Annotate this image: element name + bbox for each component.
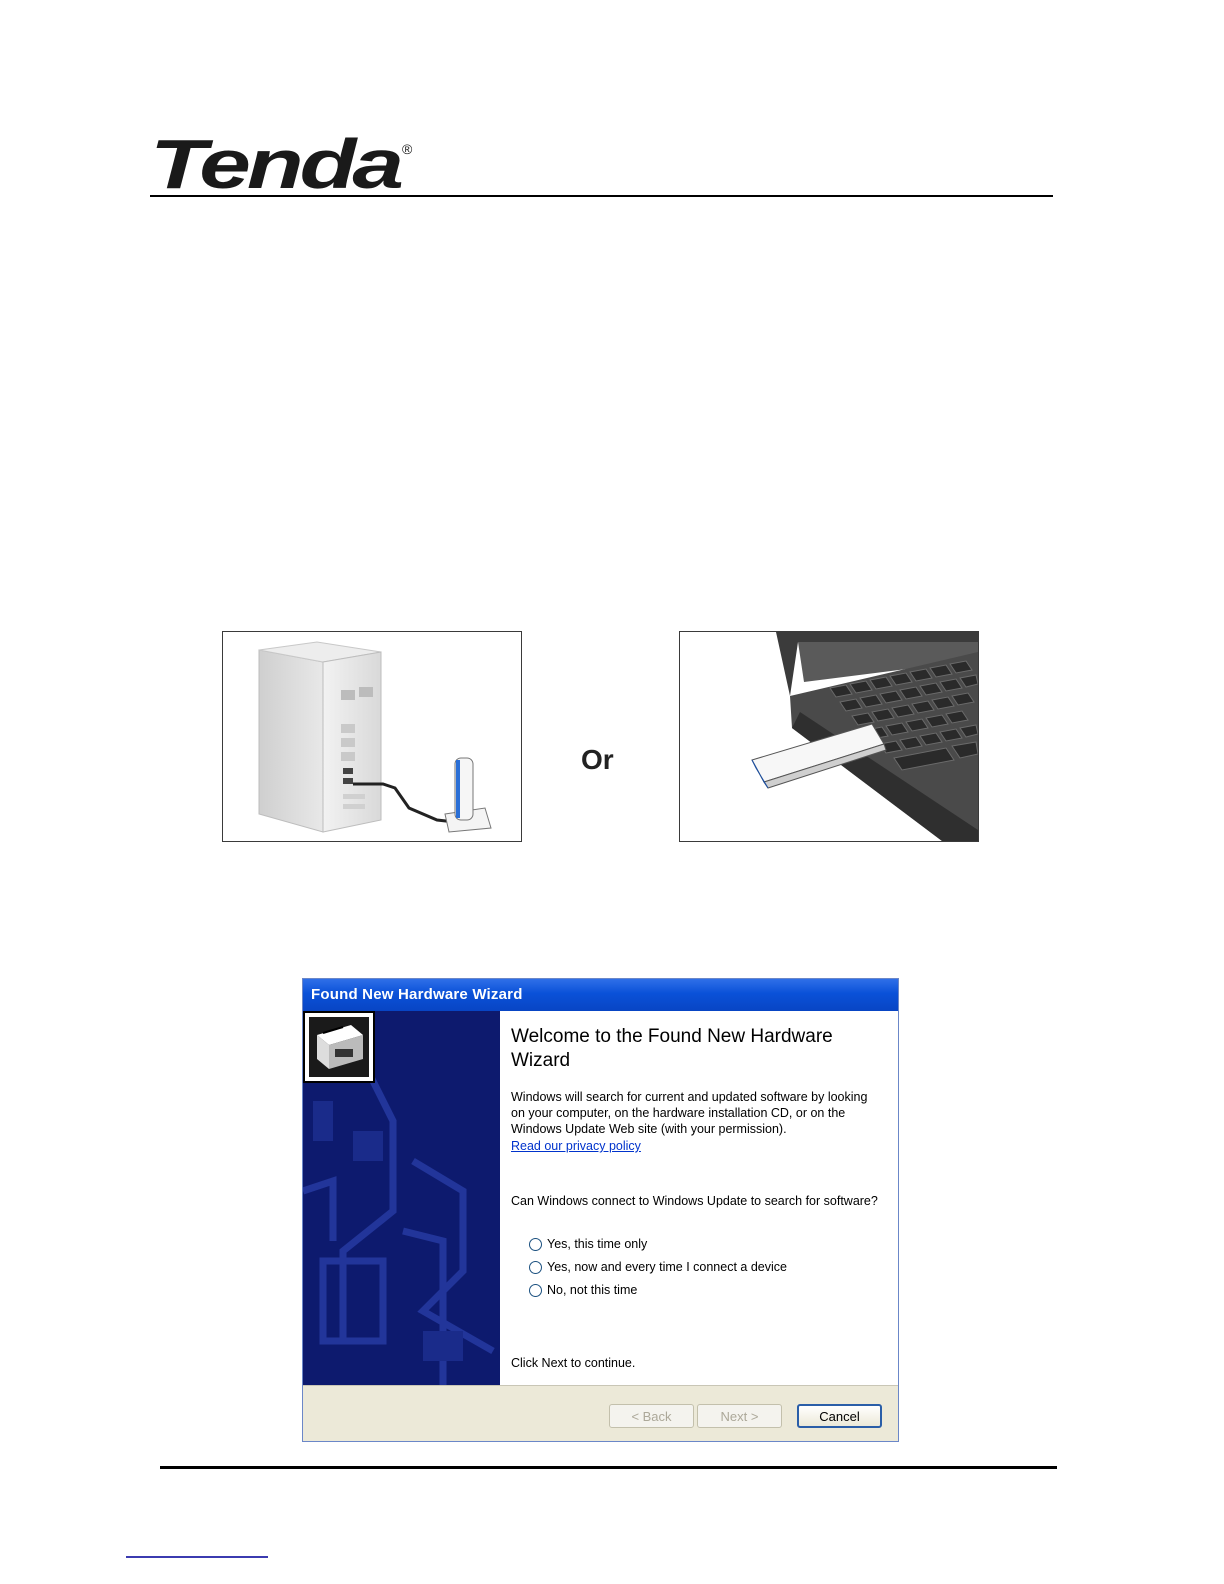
hardware-icon <box>303 1011 375 1083</box>
privacy-policy-link[interactable]: Read our privacy policy <box>511 1139 641 1153</box>
header-rule <box>150 195 1053 197</box>
radio-button[interactable] <box>529 1261 542 1274</box>
option-label: Yes, this time only <box>547 1237 648 1251</box>
option-label: Yes, now and every time I connect a device <box>547 1260 787 1274</box>
cancel-button[interactable]: Cancel <box>797 1404 882 1428</box>
continue-instruction: Click Next to continue. <box>511 1356 636 1370</box>
back-button[interactable]: < Back <box>609 1404 694 1428</box>
wizard-side-panel <box>303 1011 500 1385</box>
radio-button[interactable] <box>529 1284 542 1297</box>
wizard-title: Found New Hardware Wizard <box>311 986 523 1003</box>
wizard-title-bar[interactable] <box>303 979 898 1011</box>
option-yes-this-time[interactable] <box>529 1237 647 1251</box>
wizard-heading: Welcome to the Found New Hardware Wizard <box>511 1026 833 1071</box>
radio-button[interactable] <box>529 1238 542 1251</box>
logo-text: Tenda <box>150 128 402 194</box>
wizard-description: Windows will search for current and updated software by looking on your computer, on the hardware installation CD, or on the Windows Update Web site (with your permission). <box>511 1090 868 1136</box>
footer-link-underline <box>126 1556 268 1558</box>
option-yes-every-time[interactable] <box>529 1260 787 1274</box>
registered-mark: ® <box>402 141 413 157</box>
update-question: Can Windows connect to Windows Update to search for software? <box>511 1194 878 1208</box>
or-separator: Or <box>581 744 614 775</box>
desktop-usb-illustration <box>222 631 522 842</box>
wizard-button-bar <box>303 1385 898 1442</box>
laptop-usb-illustration <box>679 631 979 842</box>
footer-rule <box>160 1466 1057 1469</box>
option-no-not-this-time[interactable] <box>529 1283 637 1297</box>
wizard-content <box>501 1011 898 1385</box>
found-new-hardware-wizard-window <box>302 978 899 1442</box>
option-label: No, not this time <box>547 1283 638 1297</box>
tenda-logo <box>150 128 420 194</box>
next-button[interactable]: Next > <box>697 1404 782 1428</box>
